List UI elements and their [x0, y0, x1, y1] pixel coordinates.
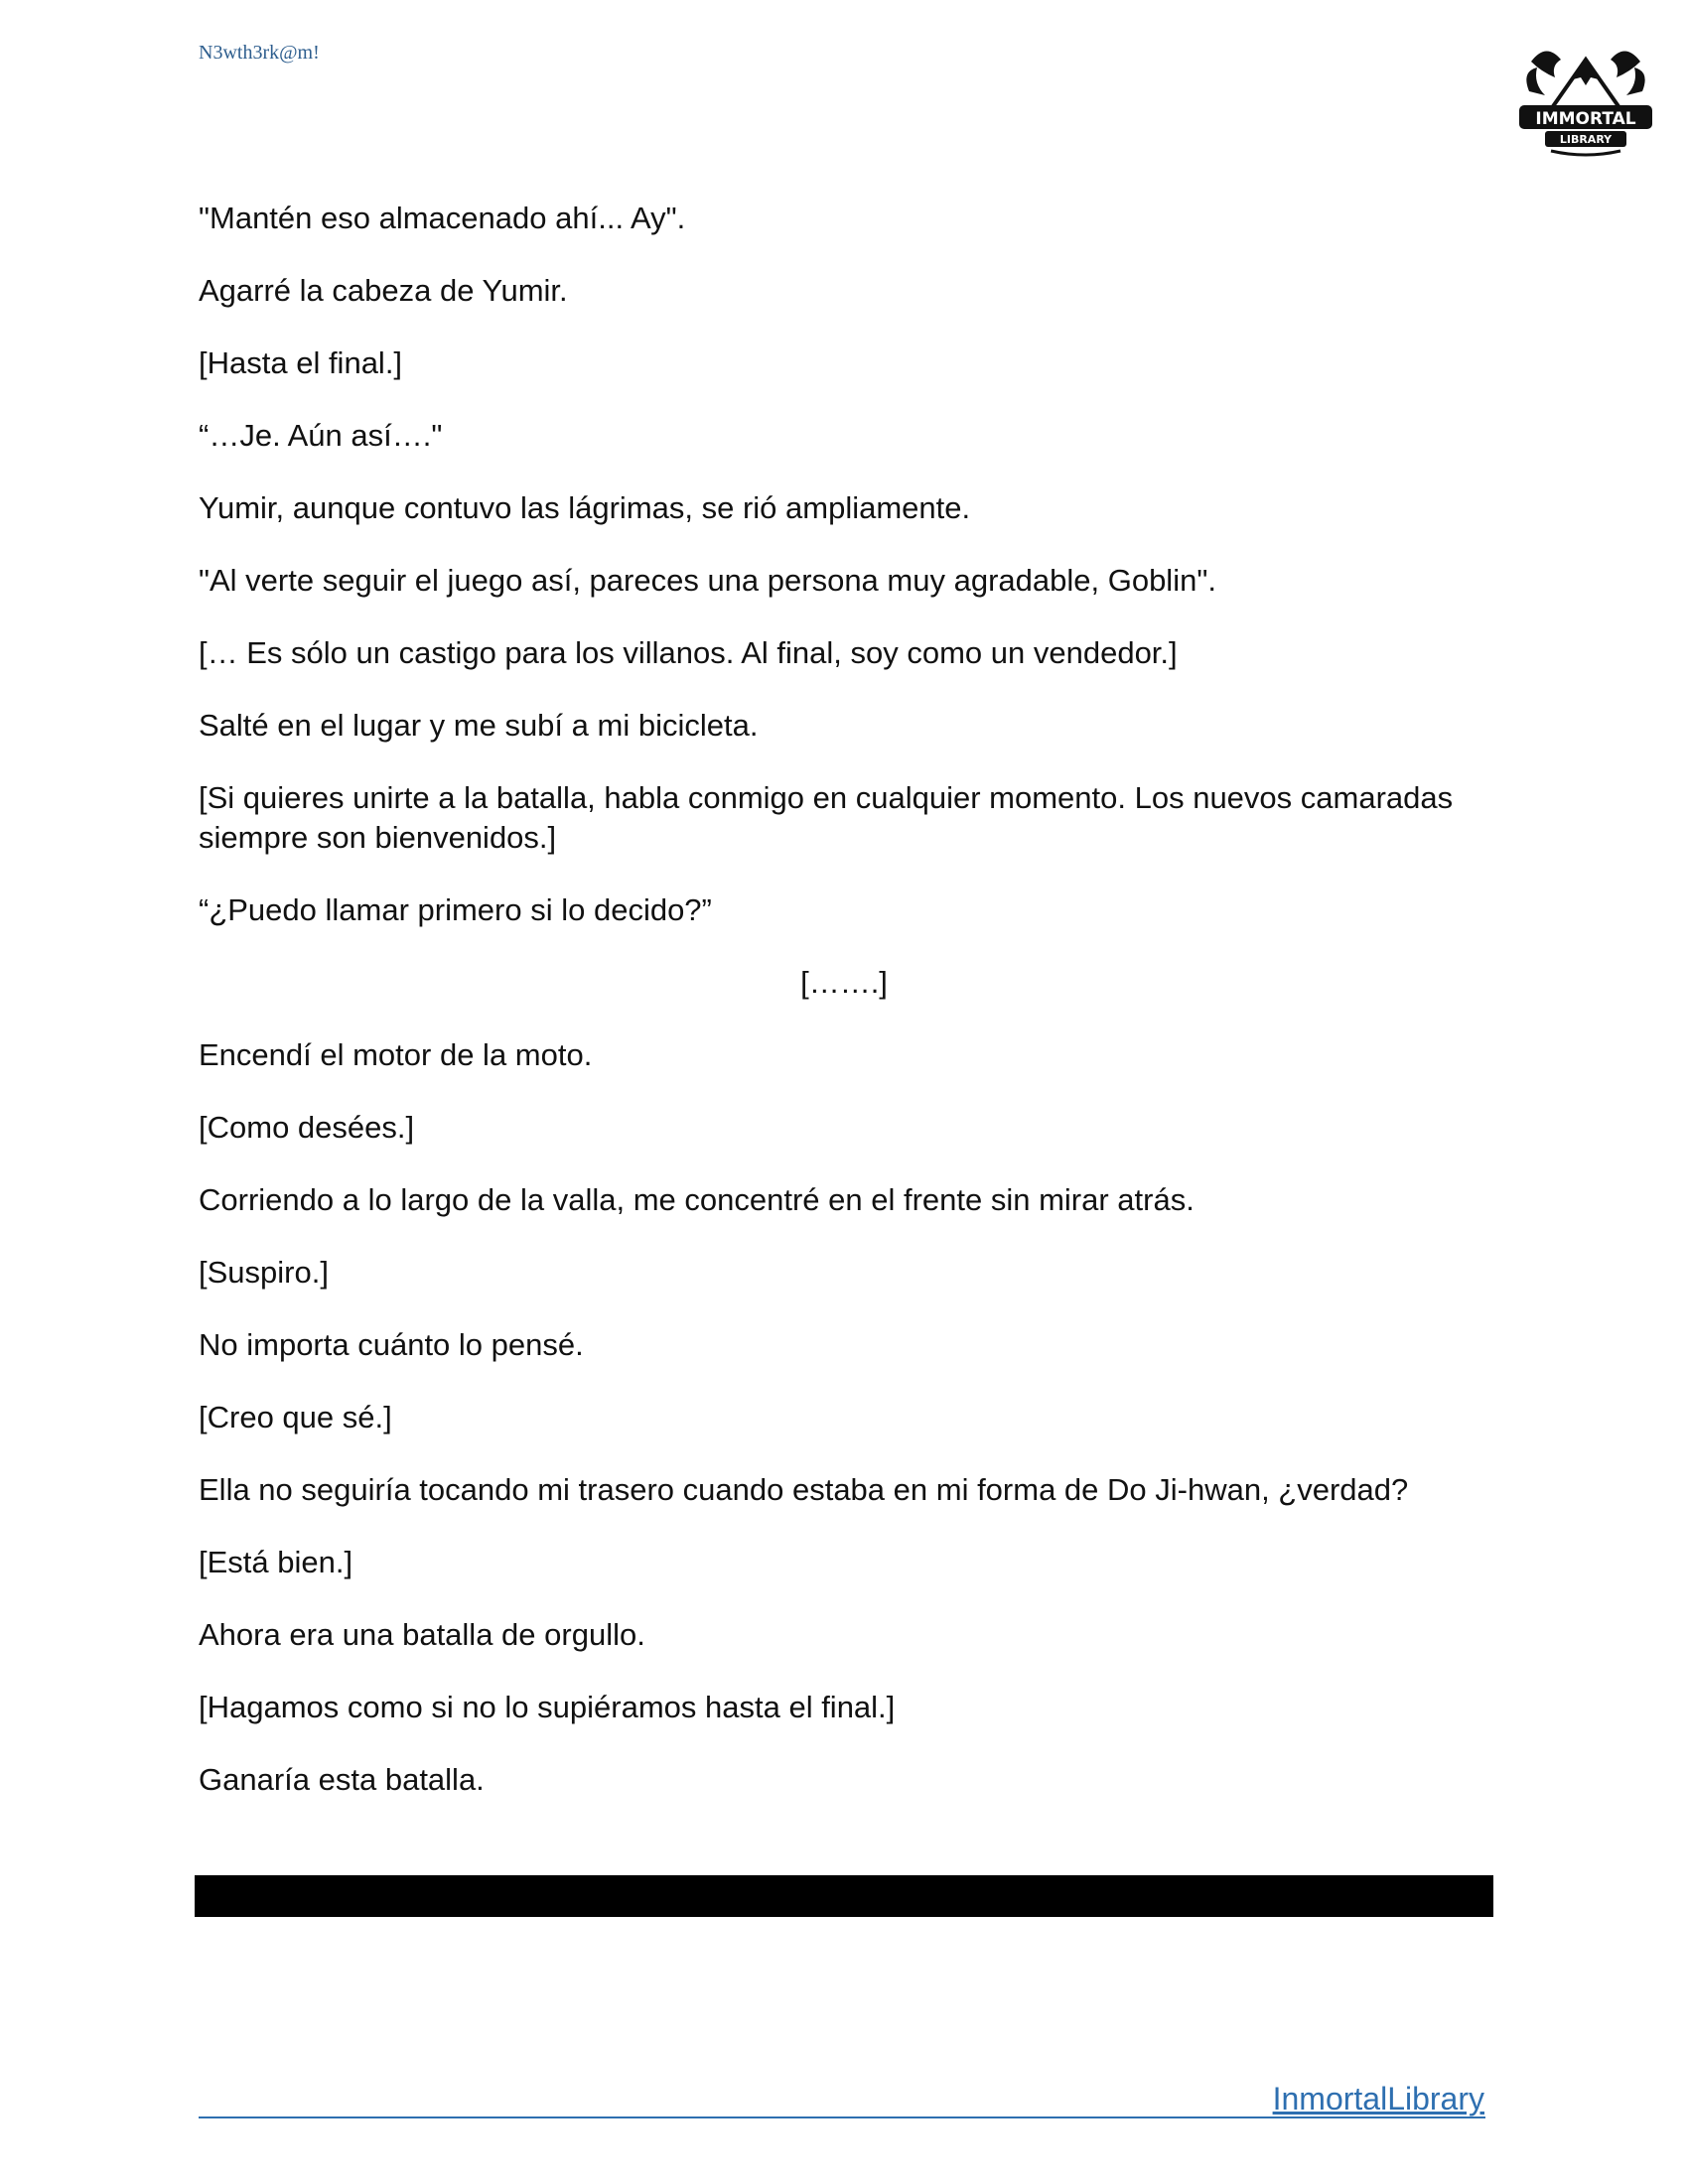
paragraph: "Al verte seguir el juego así, pareces una persona muy agradable, Goblin".: [199, 563, 1216, 598]
paragraph: [Como desées.]: [199, 1110, 415, 1145]
immortal-library-logo: [1511, 32, 1660, 161]
paragraph: Ahora era una batalla de orgullo.: [199, 1617, 645, 1652]
paragraph: “…Je. Aún así….": [199, 418, 443, 453]
paragraph: Salté en el lugar y me subí a mi bicicleta.: [199, 708, 759, 743]
paragraph: [Suspiro.]: [199, 1255, 329, 1290]
paragraph: [… Es sólo un castigo para los villanos. Al final, soy como un vendedor.]: [199, 635, 1178, 670]
paragraph: […….]: [800, 965, 888, 1000]
logo-text-top: IMMORTAL: [1535, 109, 1636, 129]
paragraph: No importa cuánto lo pensé.: [199, 1327, 584, 1362]
document-body: [199, 199, 1489, 1833]
header-credit: N3wth3rk@m!: [199, 42, 320, 64]
paragraph: Yumir, aunque contuvo las lágrimas, se rió ampliamente.: [199, 490, 971, 525]
paragraph: Ganaría esta batalla.: [199, 1762, 485, 1797]
logo-text-bottom: LIBRARY: [1559, 133, 1613, 146]
paragraph: "Mantén eso almacenado ahí... Ay".: [199, 201, 686, 235]
paragraph: “¿Puedo llamar primero si lo decido?”: [199, 892, 712, 927]
paragraph: [Está bien.]: [199, 1545, 353, 1579]
redaction-bar: [195, 1875, 1493, 1917]
paragraph: [Hagamos como si no lo supiéramos hasta el final.]: [199, 1690, 896, 1724]
paragraph: [Creo que sé.]: [199, 1400, 392, 1434]
footer-link[interactable]: InmortalLibrary: [1272, 2081, 1484, 2116]
paragraph: Ella no seguiría tocando mi trasero cuando estaba en mi forma de Do Ji-hwan, ¿verdad?: [199, 1472, 1409, 1507]
paragraph: [Si quieres unirte a la batalla, habla conmigo en cualquier momento. Los nuevos camaradas siempre son bienvenidos.]: [199, 780, 1454, 855]
footer-rule: [199, 2116, 1485, 2118]
paragraph: Corriendo a lo largo de la valla, me concentré en el frente sin mirar atrás.: [199, 1182, 1195, 1217]
paragraph: Encendí el motor de la moto.: [199, 1037, 593, 1072]
paragraph: Agarré la cabeza de Yumir.: [199, 273, 568, 308]
paragraph: [Hasta el final.]: [199, 345, 403, 380]
